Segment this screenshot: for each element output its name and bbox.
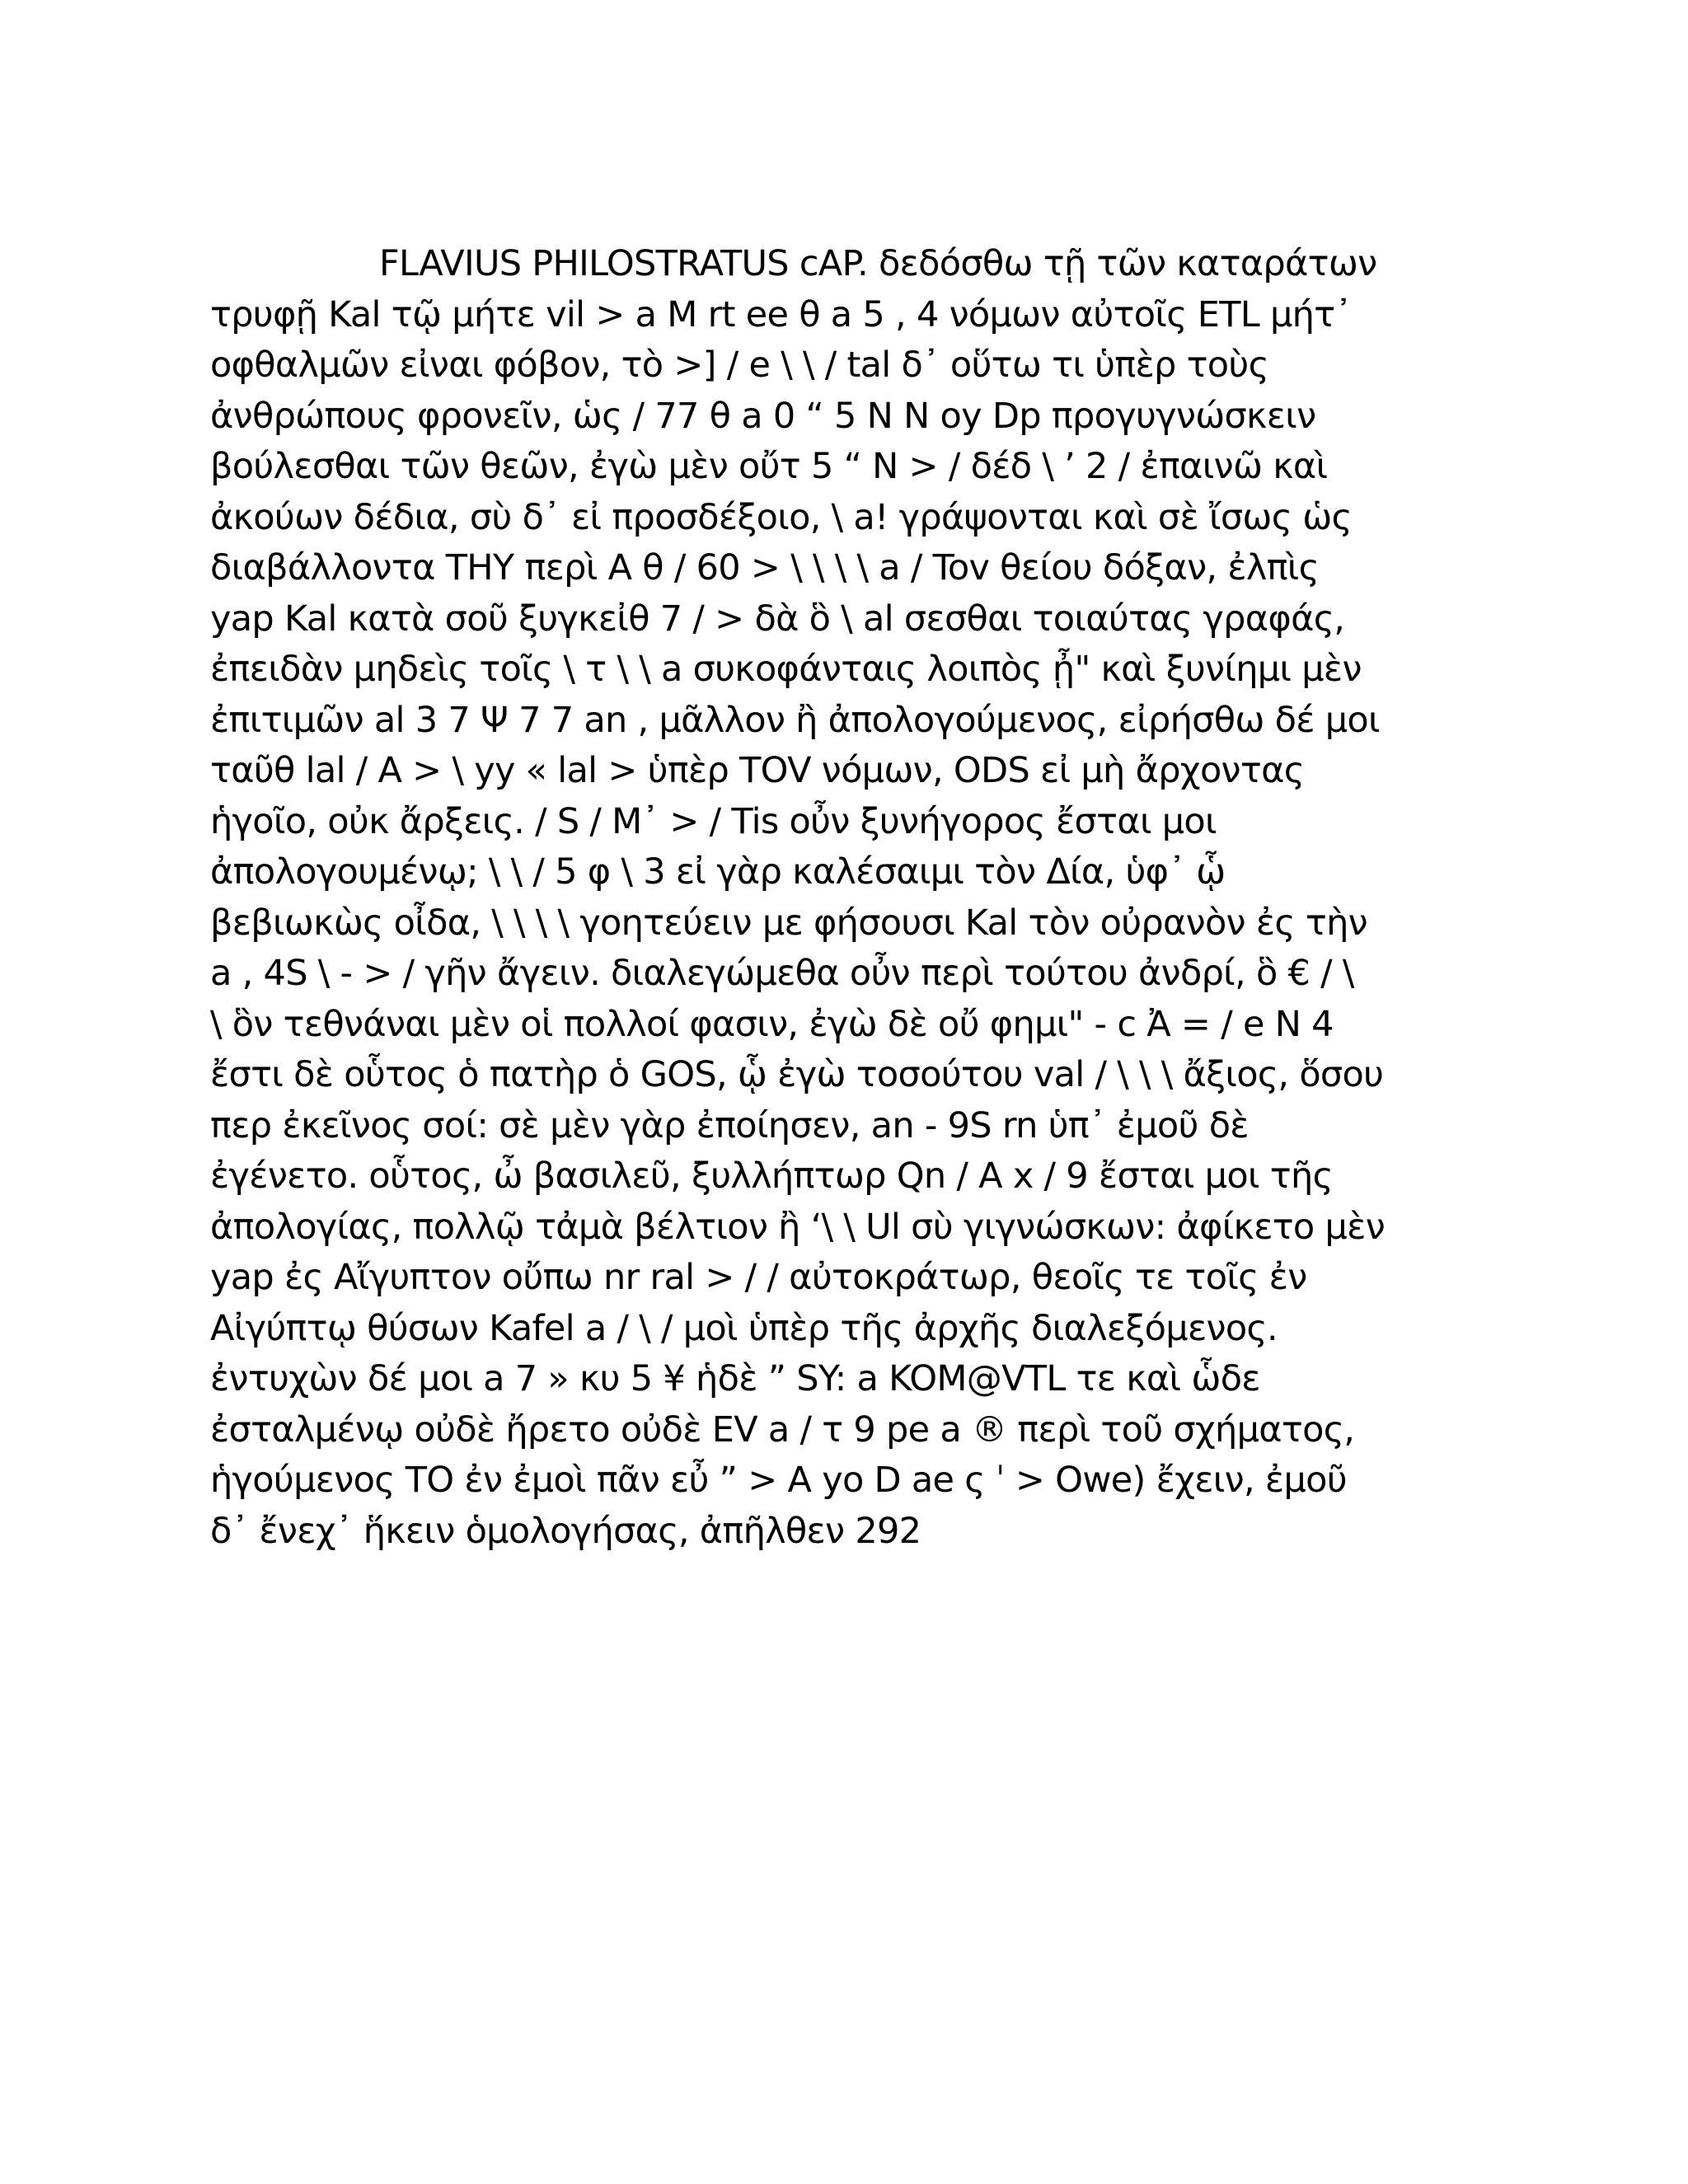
text-line-last: δ᾽ ἔνεχ᾽ ἥκειν ὁμολογήσας, ἀπῆλθεν 292 (210, 1510, 921, 1552)
text-line: ἐπειδὰν μηδεὶς τοῖς \ τ \ \ a συκοφάνταις λοιπὸς ᾖ" καὶ ξυνίημι μὲν (210, 649, 1362, 690)
text-line: ἀπολογίας, πολλῷ τἀμὰ βέλτιον ἢ ‘\ \ Ul σὺ γιγνώσκων: ἀφίκετο μὲν (210, 1206, 1386, 1248)
text-line: ἐσταλμένῳ οὐδὲ ἤρετο οὐδὲ EV a / τ 9 pe a ® περὶ τοῦ σχήματος, (210, 1408, 1355, 1451)
text-line: βούλεσθαι τῶν θεῶν, ἐγὼ μὲν οὔτ 5 “ N > / δέδ \ ʼ 2 / ἐπαινῶ καὶ (210, 446, 1328, 487)
text-line: διαβάλλοντα THY περὶ A θ / 60 > \ \ \ \ a / Tov θείου δόξαν, ἐλπὶς (210, 547, 1320, 588)
text-line: οφθαλμῶν εἰναι φόβον, τὸ >] / e \ \ / tal δ᾽ οὕτω τι ὑπὲρ τοὺς (210, 344, 1269, 386)
text-line: ταῦθ lal / A > \ yy « lal > ὑπὲρ TOV νόμων, ODS εἰ μὴ ἄρχοντας (210, 750, 1305, 791)
text-line: βεβιωκὼς οἶδα, \ \ \ \ γοητεύειν με φήσουσι Kal τὸν οὐρανὸν ἐς τὴν (210, 902, 1367, 944)
text-line: Αἰγύπτῳ θύσων Kafel a / \ / μοὶ ὑπὲρ τῆς ἀρχῆς διαλεξόμενος. (210, 1307, 1278, 1349)
text-line: ἡγούμενος TO ἐν ἐμοὶ πᾶν εὖ ” > A yo D ae ς ˈ > Owe) ἔχειν, ἐμοῦ (210, 1460, 1347, 1501)
text-line: ἀπολογουμένῳ; \ \ / 5 φ \ 3 εἰ γὰρ καλέσαιμι τὸν Δία, ὑφ᾽ ᾧ (210, 851, 1226, 893)
text-line: ἔστι δὲ οὗτος ὁ πατὴρ ὁ GOS, ᾧ ἐγὼ τοσούτου val / \ \ \ ἄξιος, ὅσου (210, 1054, 1384, 1095)
text-line: \ ὃν τεθνάναι μὲν οἱ πολλοί φασιν, ἐγὼ δὲ οὔ φημι" - c Ἀ = / e N 4 (210, 1003, 1334, 1045)
text-line: yap ἐς Αἴγυπτον οὔπω nr ral > / / αὐτοκράτωρ, θεοῖς τε τοῖς ἐν (210, 1257, 1307, 1298)
text-line: τρυφῇ Kal τῷ μήτε vil > a M rt ee θ a 5 , 4 νόμων αὐτοῖς ETL μήτ᾽ (210, 293, 1353, 335)
text-line: ἡγοῖο, οὐκ ἄρξεις. / S / M᾽ > / Tis οὖν ξυνήγορος ἔσται μοι (210, 800, 1217, 842)
text-line: ἀκούων δέδια, σὺ δ᾽ εἰ προσδέξοιο, \ a! γράψονται καὶ σὲ ἴσως ὡς (210, 496, 1353, 538)
text-line: a , 4S \ - > / γῆν ἄγειν. διαλεγώμεθα οὖν περὶ τούτου ἀνδρί, ὃ € / \ (210, 953, 1354, 994)
text-line: yap Kal κατὰ σοῦ ξυγκεἰθ 7 / > δὰ ὃ \ al σεσθαι τοιαύτας γραφάς, (210, 598, 1345, 640)
text-line: ἐγένετο. οὗτος, ὦ βασιλεῦ, ξυλλήπτωρ Qn / A x / 9 ἔσται μοι τῆς (210, 1155, 1334, 1197)
text-line-heading: FLAVIUS PHILOSTRATUS cAP. δεδόσθω τῇ τῶν καταράτων (379, 243, 1377, 284)
text-line: περ ἐκεῖνος σοί: σὲ μὲν γὰρ ἐποίησεν, an - 9S rn ὑπ᾽ ἐμοῦ δὲ (210, 1104, 1249, 1146)
body-text (210, 239, 1496, 1557)
text-line: ἐντυχὼν δέ μοι a 7 » κυ 5 ¥ ἡδὲ ” SY: a KOM@VTL τε καὶ ὧδε (210, 1358, 1260, 1399)
text-line: ἐπιτιμῶν al 3 7 Ψ 7 7 an , μᾶλλον ἢ ἀπολογούμενος, εἰρήσθω δέ μοι (210, 699, 1380, 741)
text-line: ἀνθρώπους φρονεῖν, ὡς / 77 θ a 0 “ 5 N N oy Dp προγυγνώσκειν (210, 395, 1316, 437)
